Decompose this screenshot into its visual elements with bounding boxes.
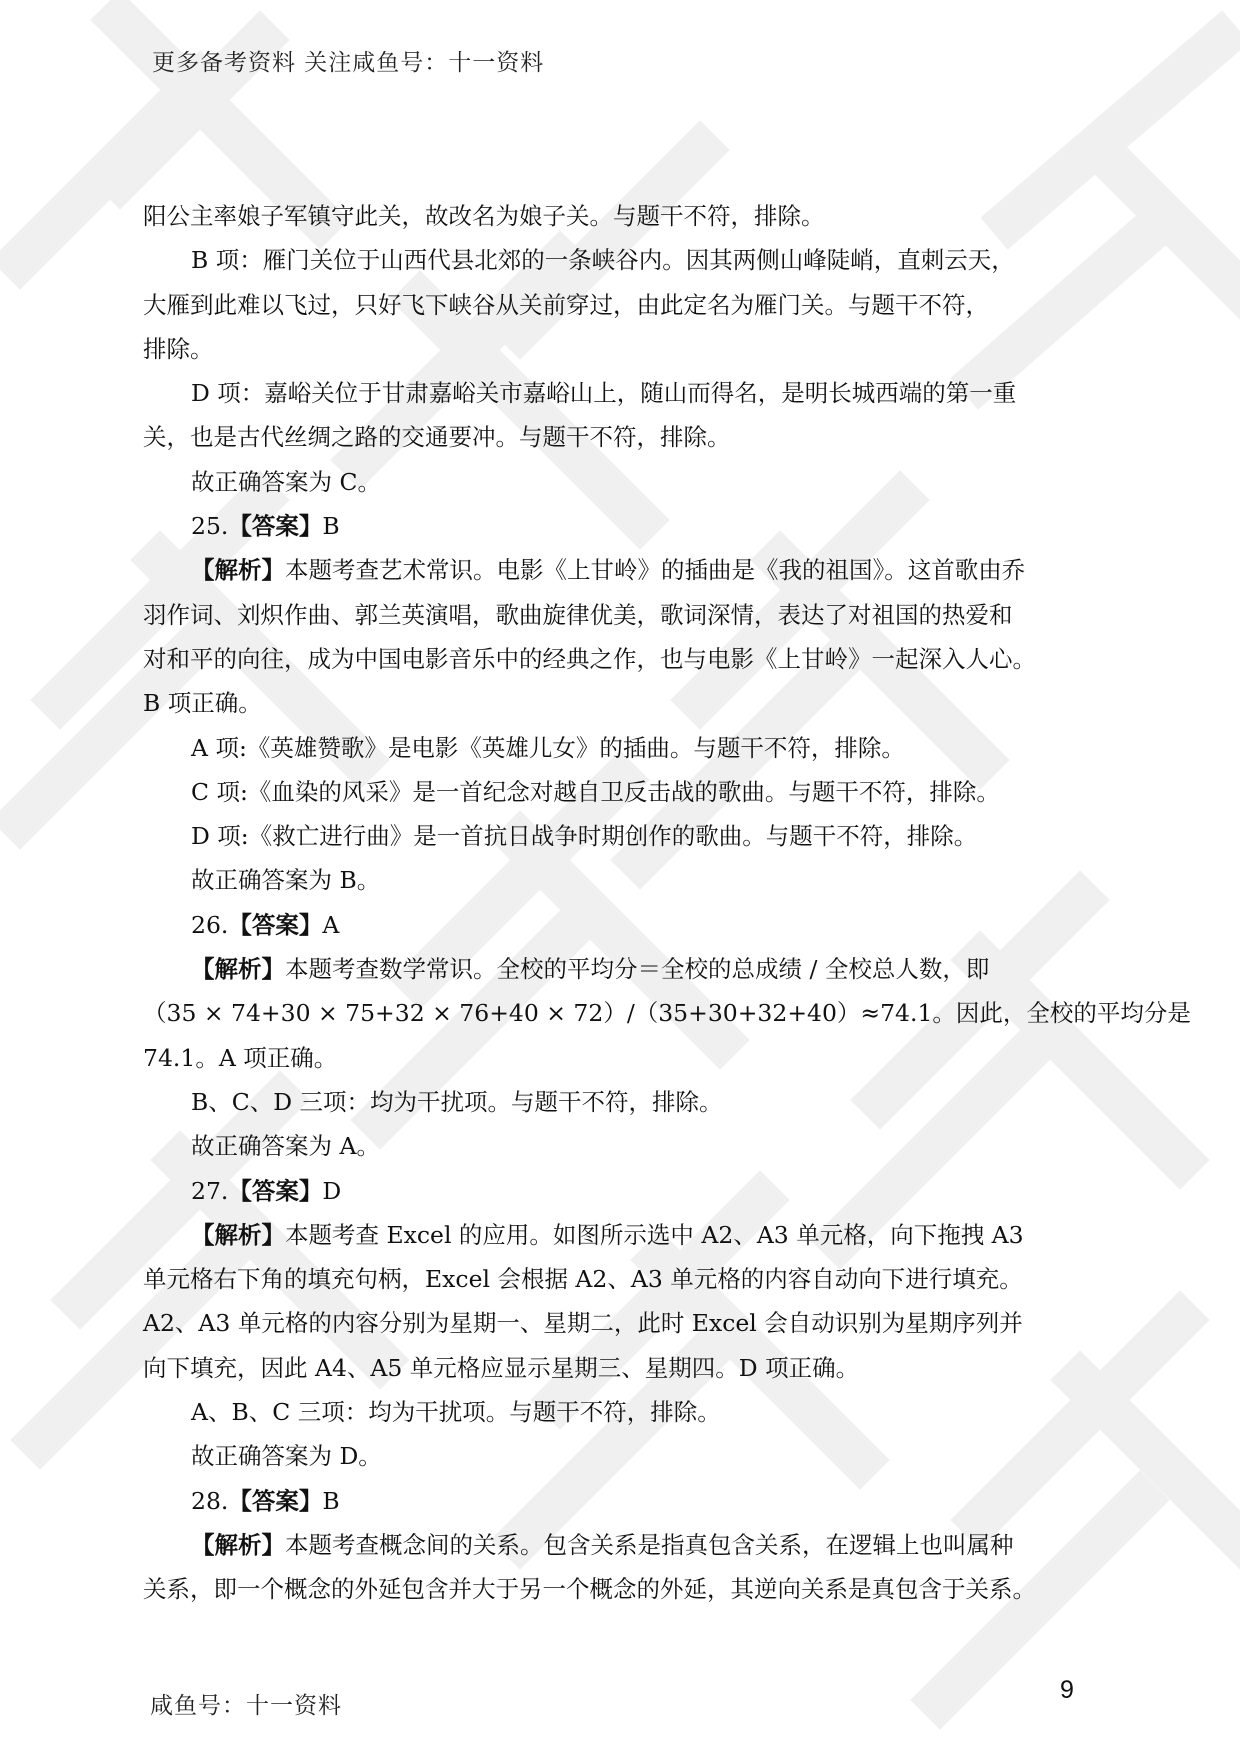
text-line: B 项：雁门关位于山西代县北郊的一条峡谷内。因其两侧山峰陡峭，直刺云天， [191, 246, 1015, 275]
text-line: 对和平的向往，成为中国电影音乐中的经典之作，也与电影《上甘岭》一起深入人心。 [143, 644, 1036, 673]
line-text: A [322, 910, 340, 939]
line-text: D [322, 1176, 342, 1205]
text-line: D 项：嘉峪关位于甘肃嘉峪关市嘉峪山上，随山而得名，是明长城西端的第一重 [191, 379, 1017, 408]
text-line: B 项正确。 [143, 689, 262, 718]
section-tag: 【解析】 [191, 955, 285, 984]
text-line: 故正确答案为 B。 [191, 866, 381, 895]
text-line: 关，也是古代丝绸之路的交通要冲。与题干不符，排除。 [143, 423, 731, 452]
question-number: 27. [191, 1176, 229, 1205]
text-line: （35 × 74+30 × 75+32 × 76+40 × 72）/（35+30+32+40）≈74.1。因此，全校的平均分是 [143, 999, 1191, 1028]
text-line: 阳公主率娘子军镇守此关，故改名为娘子关。与题干不符，排除。 [143, 202, 825, 230]
text-line: 74.1。A 项正确。 [143, 1043, 338, 1072]
section-tag: 【答案】 [228, 512, 323, 541]
line-text: 本题考查数学常识。全校的平均分＝全校的总成绩 / 全校总人数，即 [285, 955, 990, 984]
text-line: C 项:《血染的风采》是一首纪念对越自卫反击战的歌曲。与题干不符，排除。 [191, 777, 1000, 806]
text-line [143, 947, 1078, 991]
line-text: B [322, 1486, 340, 1515]
text-line: 羽作词、刘炽作曲、郭兰英演唱，歌曲旋律优美，歌词深情，表达了对祖国的热爱和 [143, 600, 1013, 629]
text-line: A 项:《英雄赞歌》是电影《英雄儿女》的插曲。与题干不符，排除。 [191, 733, 905, 762]
text-line [143, 1479, 1078, 1523]
text-line: B、C、D 三项：均为干扰项。与题干不符，排除。 [191, 1087, 723, 1116]
line-text: 本题考查艺术常识。电影《上甘岭》的插曲是《我的祖国》。这首歌由乔 [285, 556, 1026, 585]
section-tag: 【解析】 [191, 1530, 285, 1559]
section-tag: 【答案】 [228, 910, 323, 939]
section-tag: 【解析】 [191, 1220, 285, 1249]
text-line: 故正确答案为 A。 [191, 1132, 380, 1161]
page-header: 更多备考资料 关注咸鱼号：十一资料 [152, 50, 545, 76]
text-line [143, 504, 1078, 548]
text-line: D 项:《救亡进行曲》是一首抗日战争时期创作的歌曲。与题干不符，排除。 [191, 822, 978, 851]
text-line: 关系，即一个概念的外延包含并大于另一个概念的外延，其逆向关系是真包含于关系。 [143, 1575, 1036, 1604]
page-number: 9 [1060, 1676, 1074, 1704]
text-line: 排除。 [143, 334, 214, 363]
line-text: B [322, 512, 340, 541]
text-line [143, 903, 1078, 947]
question-number: 25. [191, 512, 229, 541]
line-text: 本题考查概念间的关系。包含关系是指真包含关系，在逻辑上也叫属种 [285, 1530, 1014, 1559]
section-tag: 【答案】 [228, 1486, 323, 1515]
text-line: A2、A3 单元格的内容分别为星期一、星期二，此时 Excel 会自动识别为星期序列并 [143, 1309, 1023, 1338]
text-line: 单元格右下角的填充句柄，Excel 会根据 A2、A3 单元格的内容自动向下进行填充。 [143, 1265, 1023, 1294]
text-line: 大雁到此难以飞过，只好飞下峡谷从关前穿过，由此定名为雁门关。与题干不符， [143, 290, 989, 319]
text-line: 故正确答案为 D。 [191, 1442, 382, 1471]
text-line: A、B、C 三项：均为干扰项。与题干不符，排除。 [191, 1398, 721, 1427]
text-line: 故正确答案为 C。 [191, 467, 381, 496]
text-line: 向下填充，因此 A4、A5 单元格应显示星期三、星期四。D 项正确。 [143, 1353, 860, 1382]
document-body [143, 194, 1191, 1612]
section-tag: 【答案】 [228, 1176, 323, 1205]
page-footer: 咸鱼号：十一资料 [150, 1693, 342, 1719]
line-text: 本题考查 Excel 的应用。如图所示选中 A2、A3 单元格，向下拖拽 A3 [285, 1220, 1024, 1249]
text-line [143, 1523, 1078, 1567]
question-number: 26. [191, 910, 229, 939]
text-line [143, 1213, 1078, 1257]
question-number: 28. [191, 1486, 229, 1515]
section-tag: 【解析】 [191, 556, 285, 585]
text-line [143, 548, 1078, 592]
text-line [143, 1169, 1078, 1213]
